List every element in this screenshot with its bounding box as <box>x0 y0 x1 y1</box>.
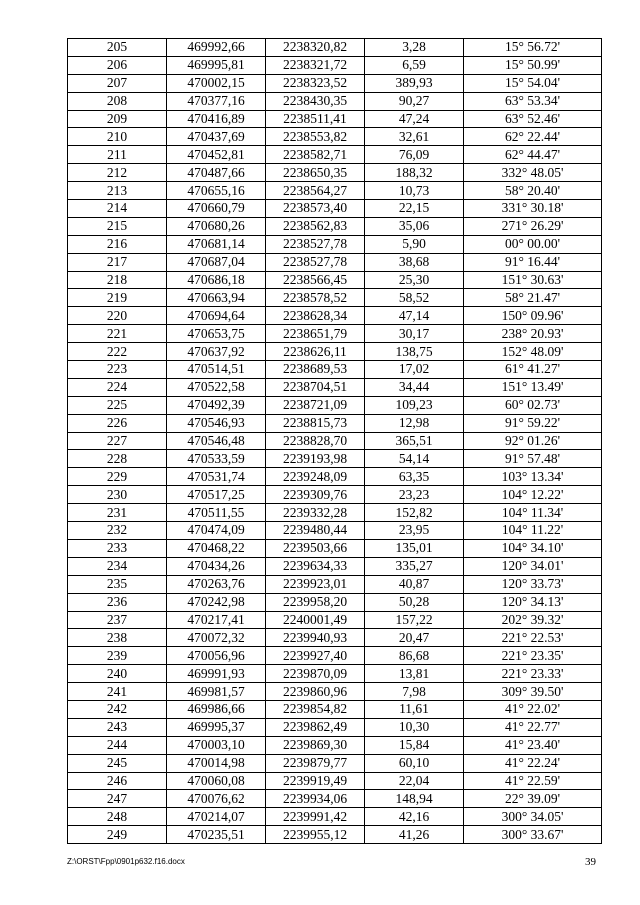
cell-distance: 41,26 <box>365 826 464 844</box>
cell-distance: 365,51 <box>365 432 464 450</box>
cell-northing: 2238628,34 <box>266 307 365 325</box>
cell-bearing: 15° 54.04' <box>464 74 602 92</box>
cell-northing: 2238511,41 <box>266 110 365 128</box>
cell-easting: 470076,62 <box>167 790 266 808</box>
table-row <box>68 665 602 683</box>
cell-distance: 30,17 <box>365 325 464 343</box>
cell-point-id: 213 <box>68 182 167 200</box>
cell-point-id: 212 <box>68 164 167 182</box>
table-row <box>68 611 602 629</box>
cell-easting: 470452,81 <box>167 146 266 164</box>
cell-distance: 20,47 <box>365 629 464 647</box>
cell-northing: 2239503,66 <box>266 539 365 557</box>
table-row <box>68 361 602 379</box>
table-row <box>68 289 602 307</box>
cell-bearing: 62° 44.47' <box>464 146 602 164</box>
cell-distance: 12,98 <box>365 414 464 432</box>
cell-northing: 2238527,78 <box>266 235 365 253</box>
cell-easting: 470492,39 <box>167 396 266 414</box>
cell-bearing: 151° 13.49' <box>464 378 602 396</box>
cell-distance: 157,22 <box>365 611 464 629</box>
cell-easting: 470235,51 <box>167 826 266 844</box>
cell-point-id: 217 <box>68 253 167 271</box>
cell-easting: 470434,26 <box>167 557 266 575</box>
table-row <box>68 486 602 504</box>
cell-northing: 2238721,09 <box>266 396 365 414</box>
cell-easting: 470653,75 <box>167 325 266 343</box>
cell-bearing: 91° 59.22' <box>464 414 602 432</box>
cell-bearing: 238° 20.93' <box>464 325 602 343</box>
cell-distance: 7,98 <box>365 683 464 701</box>
cell-point-id: 245 <box>68 754 167 772</box>
cell-bearing: 41° 23.40' <box>464 736 602 754</box>
cell-distance: 50,28 <box>365 593 464 611</box>
cell-bearing: 120° 33.73' <box>464 575 602 593</box>
cell-point-id: 246 <box>68 772 167 790</box>
cell-point-id: 214 <box>68 200 167 218</box>
cell-bearing: 332° 48.05' <box>464 164 602 182</box>
cell-point-id: 240 <box>68 665 167 683</box>
cell-distance: 3,28 <box>365 39 464 57</box>
cell-easting: 470474,09 <box>167 522 266 540</box>
cell-northing: 2240001,49 <box>266 611 365 629</box>
table-row <box>68 754 602 772</box>
cell-distance: 23,23 <box>365 486 464 504</box>
cell-distance: 54,14 <box>365 450 464 468</box>
cell-northing: 2239923,01 <box>266 575 365 593</box>
cell-bearing: 331° 30.18' <box>464 200 602 218</box>
cell-northing: 2238430,35 <box>266 92 365 110</box>
cell-point-id: 235 <box>68 575 167 593</box>
cell-point-id: 210 <box>68 128 167 146</box>
cell-bearing: 62° 22.44' <box>464 128 602 146</box>
cell-distance: 152,82 <box>365 504 464 522</box>
cell-bearing: 58° 21.47' <box>464 289 602 307</box>
table-row <box>68 629 602 647</box>
cell-northing: 2238582,71 <box>266 146 365 164</box>
table-row <box>68 182 602 200</box>
table-row <box>68 432 602 450</box>
cell-point-id: 248 <box>68 808 167 826</box>
cell-northing: 2238828,70 <box>266 432 365 450</box>
cell-point-id: 239 <box>68 647 167 665</box>
table-row <box>68 808 602 826</box>
cell-northing: 2238553,82 <box>266 128 365 146</box>
cell-distance: 38,68 <box>365 253 464 271</box>
cell-bearing: 221° 22.53' <box>464 629 602 647</box>
cell-point-id: 216 <box>68 235 167 253</box>
cell-easting: 470060,08 <box>167 772 266 790</box>
cell-easting: 470660,79 <box>167 200 266 218</box>
cell-easting: 470514,51 <box>167 361 266 379</box>
cell-northing: 2239480,44 <box>266 522 365 540</box>
cell-northing: 2238323,52 <box>266 74 365 92</box>
cell-northing: 2239854,82 <box>266 700 365 718</box>
table-row <box>68 378 602 396</box>
cell-easting: 470468,22 <box>167 539 266 557</box>
cell-point-id: 205 <box>68 39 167 57</box>
table-row <box>68 683 602 701</box>
cell-northing: 2239934,06 <box>266 790 365 808</box>
cell-easting: 470680,26 <box>167 217 266 235</box>
table-row <box>68 110 602 128</box>
cell-easting: 470546,48 <box>167 432 266 450</box>
cell-bearing: 120° 34.01' <box>464 557 602 575</box>
table-row <box>68 557 602 575</box>
cell-northing: 2238650,35 <box>266 164 365 182</box>
cell-point-id: 228 <box>68 450 167 468</box>
cell-northing: 2239955,12 <box>266 826 365 844</box>
cell-point-id: 225 <box>68 396 167 414</box>
cell-easting: 470242,98 <box>167 593 266 611</box>
cell-northing: 2238626,11 <box>266 343 365 361</box>
table-row <box>68 414 602 432</box>
cell-easting: 470546,93 <box>167 414 266 432</box>
cell-distance: 135,01 <box>365 539 464 557</box>
cell-easting: 470533,59 <box>167 450 266 468</box>
cell-easting: 470694,64 <box>167 307 266 325</box>
table-row <box>68 593 602 611</box>
cell-easting: 469991,93 <box>167 665 266 683</box>
cell-northing: 2239869,30 <box>266 736 365 754</box>
cell-point-id: 223 <box>68 361 167 379</box>
table-row <box>68 128 602 146</box>
cell-easting: 470686,18 <box>167 271 266 289</box>
cell-northing: 2239927,40 <box>266 647 365 665</box>
cell-easting: 470437,69 <box>167 128 266 146</box>
cell-bearing: 15° 50.99' <box>464 56 602 74</box>
cell-northing: 2238573,40 <box>266 200 365 218</box>
cell-point-id: 209 <box>68 110 167 128</box>
cell-distance: 86,68 <box>365 647 464 665</box>
cell-northing: 2239940,93 <box>266 629 365 647</box>
cell-distance: 35,06 <box>365 217 464 235</box>
cell-easting: 470377,16 <box>167 92 266 110</box>
cell-easting: 470056,96 <box>167 647 266 665</box>
cell-distance: 34,44 <box>365 378 464 396</box>
cell-bearing: 41° 22.77' <box>464 718 602 736</box>
cell-distance: 32,61 <box>365 128 464 146</box>
cell-point-id: 211 <box>68 146 167 164</box>
cell-distance: 76,09 <box>365 146 464 164</box>
cell-bearing: 22° 39.09' <box>464 790 602 808</box>
table-row <box>68 307 602 325</box>
cell-easting: 469981,57 <box>167 683 266 701</box>
cell-easting: 470517,25 <box>167 486 266 504</box>
table-row <box>68 74 602 92</box>
cell-northing: 2238566,45 <box>266 271 365 289</box>
cell-bearing: 221° 23.35' <box>464 647 602 665</box>
cell-point-id: 215 <box>68 217 167 235</box>
cell-easting: 470014,98 <box>167 754 266 772</box>
table-row <box>68 92 602 110</box>
table-row <box>68 772 602 790</box>
cell-distance: 148,94 <box>365 790 464 808</box>
cell-distance: 6,59 <box>365 56 464 74</box>
cell-point-id: 242 <box>68 700 167 718</box>
table-row <box>68 468 602 486</box>
cell-easting: 470416,89 <box>167 110 266 128</box>
cell-point-id: 241 <box>68 683 167 701</box>
cell-bearing: 104° 11.22' <box>464 522 602 540</box>
cell-easting: 470687,04 <box>167 253 266 271</box>
cell-point-id: 226 <box>68 414 167 432</box>
cell-easting: 470681,14 <box>167 235 266 253</box>
cell-bearing: 300° 34.05' <box>464 808 602 826</box>
cell-bearing: 104° 34.10' <box>464 539 602 557</box>
cell-distance: 335,27 <box>365 557 464 575</box>
table-row <box>68 164 602 182</box>
cell-northing: 2239862,49 <box>266 718 365 736</box>
cell-point-id: 232 <box>68 522 167 540</box>
cell-northing: 2238689,53 <box>266 361 365 379</box>
cell-northing: 2239919,49 <box>266 772 365 790</box>
cell-easting: 469995,81 <box>167 56 266 74</box>
cell-point-id: 221 <box>68 325 167 343</box>
cell-point-id: 207 <box>68 74 167 92</box>
cell-bearing: 60° 02.73' <box>464 396 602 414</box>
cell-bearing: 63° 52.46' <box>464 110 602 128</box>
cell-bearing: 58° 20.40' <box>464 182 602 200</box>
cell-easting: 470072,32 <box>167 629 266 647</box>
cell-northing: 2239860,96 <box>266 683 365 701</box>
cell-northing: 2238562,83 <box>266 217 365 235</box>
cell-point-id: 244 <box>68 736 167 754</box>
cell-point-id: 233 <box>68 539 167 557</box>
table-row <box>68 343 602 361</box>
cell-point-id: 234 <box>68 557 167 575</box>
cell-distance: 11,61 <box>365 700 464 718</box>
table-row <box>68 647 602 665</box>
cell-northing: 2238651,79 <box>266 325 365 343</box>
cell-bearing: 15° 56.72' <box>464 39 602 57</box>
cell-easting: 469995,37 <box>167 718 266 736</box>
table-row <box>68 522 602 540</box>
table-row <box>68 450 602 468</box>
cell-northing: 2238578,52 <box>266 289 365 307</box>
cell-point-id: 238 <box>68 629 167 647</box>
cell-distance: 40,87 <box>365 575 464 593</box>
cell-distance: 63,35 <box>365 468 464 486</box>
cell-bearing: 103° 13.34' <box>464 468 602 486</box>
cell-bearing: 120° 34.13' <box>464 593 602 611</box>
table-row <box>68 146 602 164</box>
cell-easting: 470003,10 <box>167 736 266 754</box>
cell-bearing: 91° 16.44' <box>464 253 602 271</box>
cell-distance: 138,75 <box>365 343 464 361</box>
table-row <box>68 736 602 754</box>
cell-distance: 42,16 <box>365 808 464 826</box>
cell-point-id: 220 <box>68 307 167 325</box>
cell-bearing: 221° 23.33' <box>464 665 602 683</box>
cell-distance: 23,95 <box>365 522 464 540</box>
cell-distance: 47,14 <box>365 307 464 325</box>
cell-easting: 470002,15 <box>167 74 266 92</box>
cell-easting: 470663,94 <box>167 289 266 307</box>
cell-easting: 469986,66 <box>167 700 266 718</box>
cell-distance: 10,73 <box>365 182 464 200</box>
cell-easting: 470217,41 <box>167 611 266 629</box>
cell-distance: 13,81 <box>365 665 464 683</box>
table-row <box>68 826 602 844</box>
cell-bearing: 41° 22.02' <box>464 700 602 718</box>
cell-point-id: 237 <box>68 611 167 629</box>
cell-bearing: 92° 01.26' <box>464 432 602 450</box>
cell-easting: 469992,66 <box>167 39 266 57</box>
cell-northing: 2238815,73 <box>266 414 365 432</box>
cell-easting: 470531,74 <box>167 468 266 486</box>
cell-northing: 2239248,09 <box>266 468 365 486</box>
cell-northing: 2238321,72 <box>266 56 365 74</box>
cell-northing: 2239332,28 <box>266 504 365 522</box>
cell-distance: 90,27 <box>365 92 464 110</box>
cell-point-id: 249 <box>68 826 167 844</box>
table-row <box>68 700 602 718</box>
cell-northing: 2239991,42 <box>266 808 365 826</box>
cell-northing: 2239879,77 <box>266 754 365 772</box>
table-row <box>68 718 602 736</box>
cell-easting: 470637,92 <box>167 343 266 361</box>
table-row <box>68 56 602 74</box>
cell-point-id: 236 <box>68 593 167 611</box>
cell-bearing: 104° 11.34' <box>464 504 602 522</box>
cell-point-id: 222 <box>68 343 167 361</box>
cell-bearing: 309° 39.50' <box>464 683 602 701</box>
cell-distance: 60,10 <box>365 754 464 772</box>
cell-easting: 470511,55 <box>167 504 266 522</box>
cell-point-id: 224 <box>68 378 167 396</box>
table-row <box>68 539 602 557</box>
cell-distance: 25,30 <box>365 271 464 289</box>
cell-distance: 10,30 <box>365 718 464 736</box>
cell-distance: 22,15 <box>365 200 464 218</box>
table-row <box>68 790 602 808</box>
coordinates-table-body <box>68 39 602 844</box>
cell-point-id: 231 <box>68 504 167 522</box>
cell-bearing: 41° 22.59' <box>464 772 602 790</box>
cell-bearing: 151° 30.63' <box>464 271 602 289</box>
cell-bearing: 271° 26.29' <box>464 217 602 235</box>
cell-distance: 17,02 <box>365 361 464 379</box>
cell-distance: 58,52 <box>365 289 464 307</box>
cell-northing: 2239870,09 <box>266 665 365 683</box>
cell-easting: 470214,07 <box>167 808 266 826</box>
cell-northing: 2239309,76 <box>266 486 365 504</box>
cell-distance: 15,84 <box>365 736 464 754</box>
cell-bearing: 104° 12.22' <box>464 486 602 504</box>
cell-distance: 5,90 <box>365 235 464 253</box>
cell-northing: 2238564,27 <box>266 182 365 200</box>
cell-distance: 389,93 <box>365 74 464 92</box>
table-row <box>68 253 602 271</box>
table-row <box>68 200 602 218</box>
cell-point-id: 243 <box>68 718 167 736</box>
table-row <box>68 325 602 343</box>
cell-easting: 470487,66 <box>167 164 266 182</box>
cell-bearing: 91° 57.48' <box>464 450 602 468</box>
cell-bearing: 152° 48.09' <box>464 343 602 361</box>
cell-northing: 2239193,98 <box>266 450 365 468</box>
cell-point-id: 206 <box>68 56 167 74</box>
cell-easting: 470263,76 <box>167 575 266 593</box>
cell-bearing: 63° 53.34' <box>464 92 602 110</box>
cell-point-id: 230 <box>68 486 167 504</box>
cell-distance: 109,23 <box>365 396 464 414</box>
coordinates-table <box>67 38 602 844</box>
cell-easting: 470522,58 <box>167 378 266 396</box>
cell-point-id: 247 <box>68 790 167 808</box>
cell-point-id: 227 <box>68 432 167 450</box>
cell-point-id: 229 <box>68 468 167 486</box>
cell-point-id: 208 <box>68 92 167 110</box>
table-row <box>68 575 602 593</box>
table-row <box>68 396 602 414</box>
table-row <box>68 271 602 289</box>
cell-northing: 2238527,78 <box>266 253 365 271</box>
cell-northing: 2239634,33 <box>266 557 365 575</box>
cell-distance: 22,04 <box>365 772 464 790</box>
cell-distance: 188,32 <box>365 164 464 182</box>
cell-easting: 470655,16 <box>167 182 266 200</box>
cell-northing: 2239958,20 <box>266 593 365 611</box>
table-row <box>68 504 602 522</box>
footer-file-path: Z:\ORST\Fpp\0901p632.f16.docx <box>67 857 185 866</box>
page-number: 39 <box>585 856 596 868</box>
cell-bearing: 150° 09.96' <box>464 307 602 325</box>
cell-point-id: 219 <box>68 289 167 307</box>
cell-bearing: 300° 33.67' <box>464 826 602 844</box>
table-row <box>68 235 602 253</box>
cell-bearing: 00° 00.00' <box>464 235 602 253</box>
cell-distance: 47,24 <box>365 110 464 128</box>
table-row <box>68 217 602 235</box>
cell-point-id: 218 <box>68 271 167 289</box>
cell-northing: 2238320,82 <box>266 39 365 57</box>
cell-bearing: 41° 22.24' <box>464 754 602 772</box>
table-row <box>68 39 602 57</box>
cell-northing: 2238704,51 <box>266 378 365 396</box>
cell-bearing: 61° 41.27' <box>464 361 602 379</box>
cell-bearing: 202° 39.32' <box>464 611 602 629</box>
